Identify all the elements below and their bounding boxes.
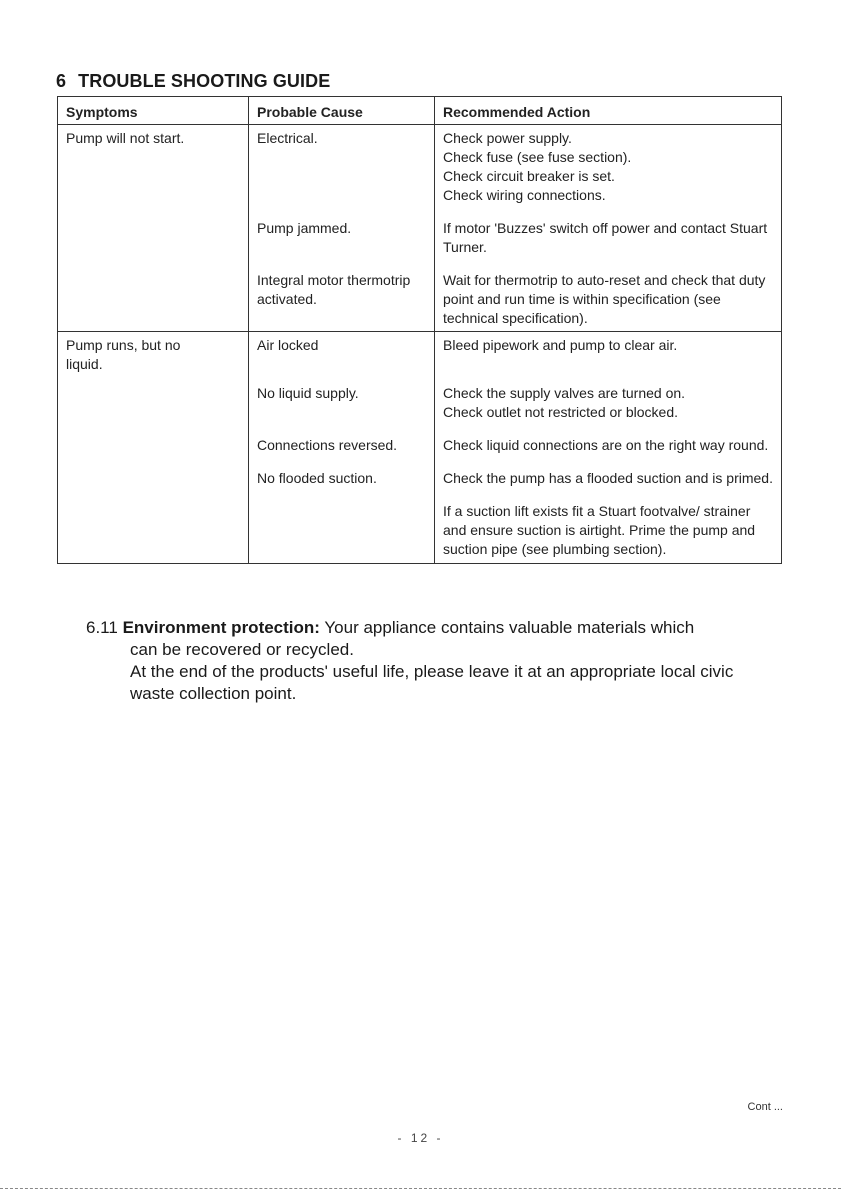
environment-text-2: can be recovered or recycled. (130, 640, 354, 659)
action-cell (435, 215, 782, 267)
action-cell (435, 465, 782, 498)
action-line: Check wiring connections. (443, 187, 606, 203)
table-row (58, 125, 782, 216)
page-bottom-rule (0, 1188, 841, 1189)
action-line: Bleed pipework and pump to clear air. (443, 337, 678, 353)
cause-cell: Air locked (249, 332, 435, 381)
environment-text-3: At the end of the products' useful life, please leave it at an appropriate local civic waste collection point. (130, 662, 734, 703)
environment-protection-label: Environment protection: (122, 618, 320, 637)
action-line: Check power supply. (443, 130, 572, 146)
symptom-cell: Pump runs, but no liquid. (58, 332, 249, 564)
cause-cell: Integral motor thermotrip activated. (249, 267, 435, 332)
action-cell (435, 498, 782, 564)
action-line: Check circuit breaker is set. (443, 168, 615, 184)
action-line: Check the supply valves are turned on. (443, 385, 686, 401)
action-line: Check liquid connections are on the right way round. (443, 437, 769, 453)
action-cell (435, 432, 782, 465)
action-line: Check fuse (see fuse section). (443, 149, 632, 165)
cause-cell: No liquid supply. (249, 380, 435, 432)
table-row (58, 332, 782, 381)
column-header-action: Recommended Action (435, 97, 782, 125)
action-cell (435, 332, 782, 381)
cause-cell: No flooded suction. (249, 465, 435, 498)
action-cell (435, 267, 782, 332)
action-line: If a suction lift exists fit a Stuart footvalve/ strainer and ensure suction is airtight. Prime the pump and suction pipe (see plumbing section). (443, 503, 756, 557)
section-title: TROUBLE SHOOTING GUIDE (78, 71, 331, 91)
subsection-number: 6.11 (86, 618, 118, 637)
action-line: Wait for thermotrip to auto-reset and check that duty point and run time is within specification (see technical specification). (443, 272, 766, 326)
table-header-row (58, 97, 782, 125)
symptom-cell: Pump will not start. (58, 125, 249, 332)
environment-text-1: Your appliance contains valuable materials which (319, 618, 695, 637)
cause-cell: Connections reversed. (249, 432, 435, 465)
page-number: - 12 - (397, 1131, 444, 1145)
trouble-shooting-table (57, 96, 782, 564)
cause-cell: Electrical. (249, 125, 435, 216)
action-line: If motor 'Buzzes' switch off power and contact Stuart Turner. (443, 220, 768, 255)
continued-note: Cont ... (747, 1101, 783, 1113)
column-header-symptoms: Symptoms (58, 97, 249, 125)
action-line: Check outlet not restricted or blocked. (443, 404, 679, 420)
action-cell (435, 380, 782, 432)
action-line: Check the pump has a flooded suction and is primed. (443, 470, 773, 486)
section-number: 6 (56, 71, 67, 91)
cause-cell: Pump jammed. (249, 215, 435, 267)
cause-cell (249, 498, 435, 564)
action-cell (435, 125, 782, 216)
column-header-cause: Probable Cause (249, 97, 435, 125)
environment-protection-paragraph (86, 617, 776, 705)
section-heading (56, 71, 330, 92)
